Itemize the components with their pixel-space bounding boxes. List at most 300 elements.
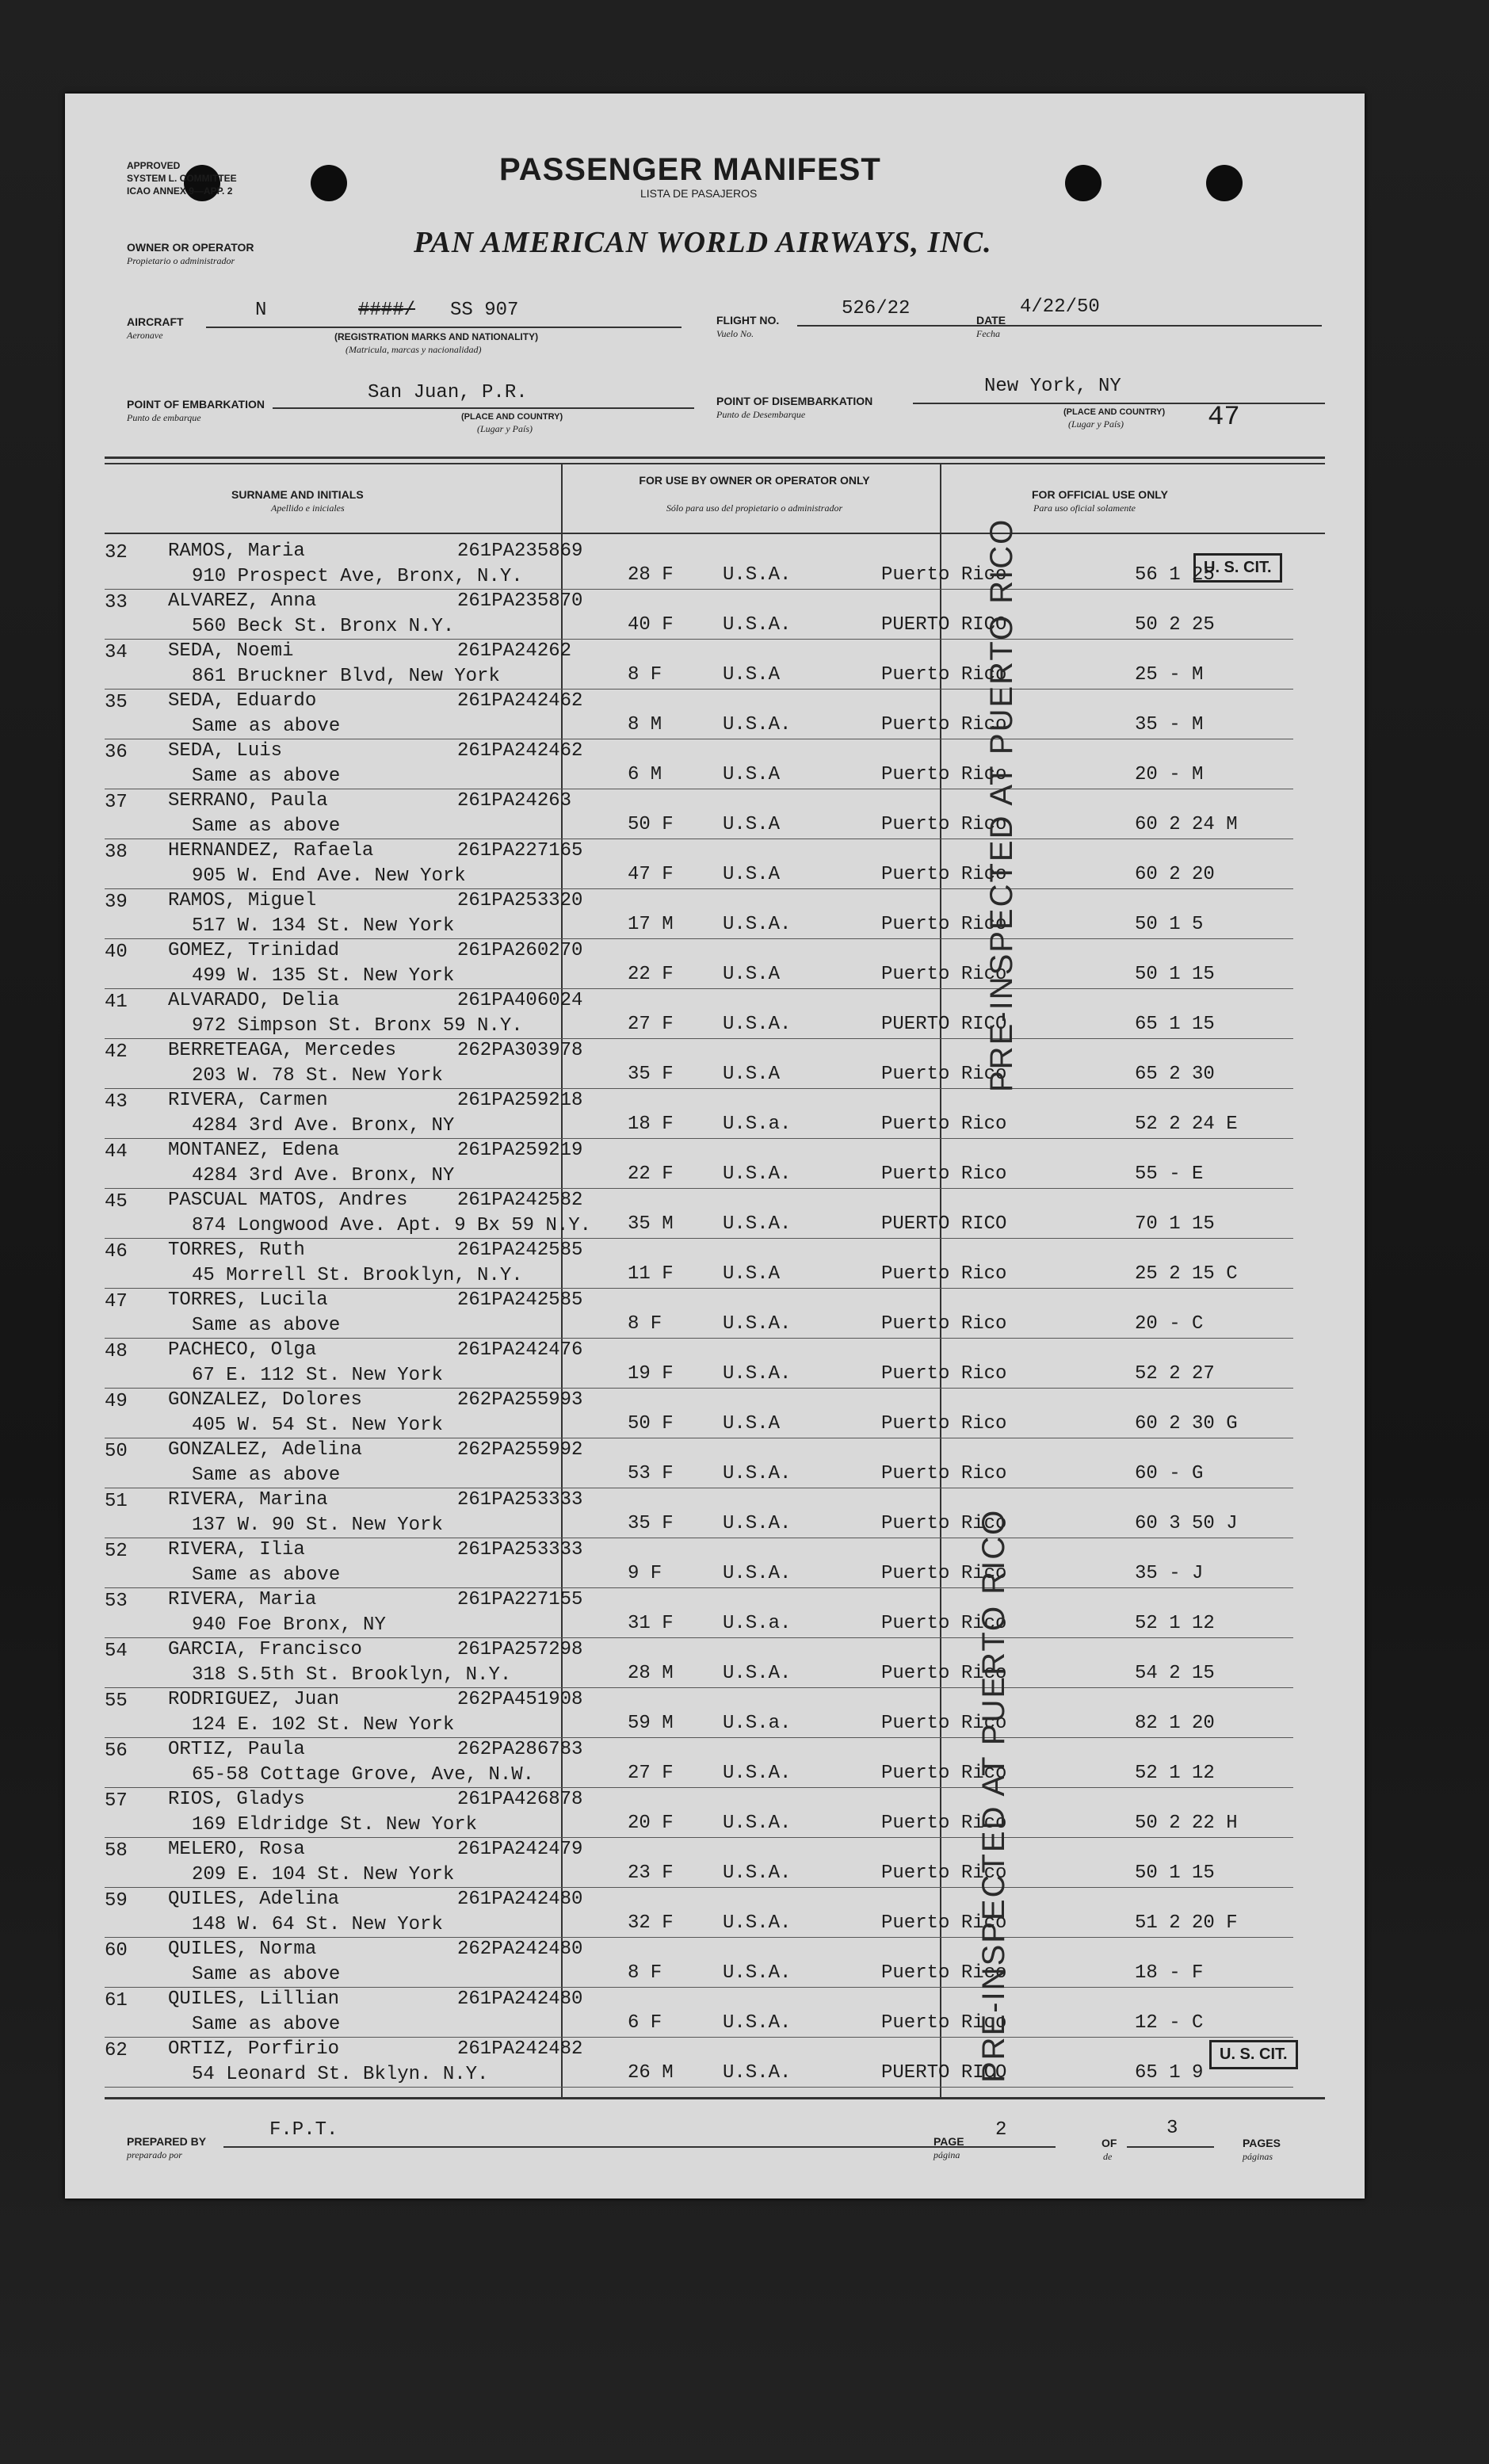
owner-use-column-title-es: Sólo para uso del propietario o administrador: [666, 502, 843, 514]
names-column-title: SURNAME AND INITIALS: [231, 488, 364, 501]
passenger-name: QUILES, Lillian: [168, 1988, 340, 2010]
passenger-name: BERRETEAGA, Mercedes: [168, 1040, 397, 1061]
preinspected-stamp: PRE-INSPECTED AT PUERTO RICO: [984, 518, 1019, 1092]
passenger-name: ALVARADO, Delia: [168, 990, 340, 1011]
passport-number: 261PA406024: [457, 990, 583, 1011]
passenger-number: 56: [105, 1740, 128, 1762]
passenger-name: RODRIGUEZ, Juan: [168, 1689, 340, 1710]
passenger-number: 39: [105, 892, 128, 913]
disembarkation-underline: [913, 403, 1325, 404]
passenger-name: GARCIA, Francisco: [168, 1639, 362, 1660]
origin: Puerto Rico: [881, 1813, 1007, 1834]
row-rule: [105, 888, 1293, 889]
passport-number: 261PA242582: [457, 1190, 583, 1211]
official-notation: 60 - G: [1135, 1463, 1204, 1484]
table-row: [105, 1190, 1325, 1239]
citizenship: U.S.A.: [723, 1663, 792, 1684]
prepared-by-underline: [223, 2146, 984, 2148]
flight-label-es: Vuelo No.: [716, 328, 754, 339]
age-sex: 8 F: [628, 1962, 662, 1984]
age-sex: 35 M: [628, 1213, 674, 1235]
official-notation: 20 - C: [1135, 1313, 1204, 1335]
origin: Puerto Rico: [881, 1713, 1007, 1734]
passenger-number: 33: [105, 592, 128, 613]
passport-number: 261PA259218: [457, 1090, 583, 1111]
page-underline: [968, 2146, 1056, 2148]
age-sex: 19 F: [628, 1363, 674, 1385]
passenger-address: 54 Leonard St. Bklyn. N.Y.: [192, 2064, 489, 2085]
passenger-name: ORTIZ, Porfirio: [168, 2038, 340, 2060]
passenger-number: 57: [105, 1790, 128, 1812]
date-label-es: Fecha: [976, 328, 1000, 339]
origin: PUERTO RICO: [881, 1213, 1007, 1235]
date-underline: [1013, 325, 1322, 327]
row-rule: [105, 589, 1293, 590]
names-column-title-es: Apellido e iniciales: [271, 502, 345, 514]
table-row: [105, 1689, 1325, 1738]
origin: Puerto Rico: [881, 1064, 1007, 1085]
citizenship: U.S.A: [723, 1413, 781, 1434]
passport-number: 261PA426878: [457, 1789, 583, 1810]
passenger-number: 43: [105, 1091, 128, 1113]
row-rule: [105, 1787, 1293, 1788]
age-sex: 17 M: [628, 914, 674, 935]
passport-number: 261PA242476: [457, 1339, 583, 1361]
official-notation: 50 2 25: [1135, 614, 1215, 636]
passenger-name: PASCUAL MATOS, Andres: [168, 1190, 408, 1211]
official-notation: 65 1 15: [1135, 1014, 1215, 1035]
passport-number: 261PA227155: [457, 1589, 583, 1610]
age-sex: 8 M: [628, 714, 662, 735]
disembark-place-caption-es: (Lugar y País): [1068, 418, 1124, 430]
passenger-number: 54: [105, 1641, 128, 1662]
origin: Puerto Rico: [881, 1463, 1007, 1484]
owner-label: OWNER OR OPERATOR: [127, 241, 254, 254]
table-row: [105, 840, 1325, 889]
passenger-name: GOMEZ, Trinidad: [168, 940, 340, 961]
table-row: [105, 890, 1325, 939]
passenger-number: 48: [105, 1341, 128, 1362]
owner-use-column-title: FOR USE BY OWNER OR OPERATOR ONLY: [639, 474, 870, 487]
origin: Puerto Rico: [881, 1912, 1007, 1934]
passenger-name: ALVAREZ, Anna: [168, 590, 317, 612]
citizenship: U.S.A: [723, 664, 781, 686]
passenger-name: RIVERA, Ilia: [168, 1539, 305, 1561]
passenger-address: Same as above: [192, 816, 341, 837]
flight-date: 4/22/50: [1020, 296, 1100, 318]
table-row: [105, 1140, 1325, 1189]
passenger-address: 4284 3rd Ave. Bronx, NY: [192, 1115, 455, 1136]
passenger-address: 209 E. 104 St. New York: [192, 1864, 455, 1885]
official-notation: 25 - M: [1135, 664, 1204, 686]
page-label: PAGE: [933, 2135, 964, 2148]
passenger-name: QUILES, Adelina: [168, 1889, 340, 1910]
official-notation: 82 1 20: [1135, 1713, 1215, 1734]
passenger-address: 137 W. 90 St. New York: [192, 1515, 443, 1536]
citizenship: U.S.A.: [723, 1213, 792, 1235]
row-rule: [105, 1238, 1293, 1239]
passenger-name: RIVERA, Maria: [168, 1589, 317, 1610]
passenger-number: 46: [105, 1241, 128, 1263]
age-sex: 22 F: [628, 1163, 674, 1185]
operator-name: PAN AMERICAN WORLD AIRWAYS, INC.: [414, 226, 992, 259]
origin: Puerto Rico: [881, 1513, 1007, 1534]
page-title: PASSENGER MANIFEST: [499, 152, 881, 187]
disembarkation-value: New York, NY: [984, 376, 1121, 397]
passenger-number: 62: [105, 2040, 128, 2061]
table-row: [105, 590, 1325, 640]
table-row: [105, 990, 1325, 1039]
citizenship: U.S.A.: [723, 1912, 792, 1934]
age-sex: 26 M: [628, 2062, 674, 2084]
passenger-address: 405 W. 54 St. New York: [192, 1415, 443, 1436]
passport-number: 261PA253320: [457, 890, 583, 911]
table-row: [105, 1439, 1325, 1488]
citizenship: U.S.A: [723, 864, 781, 885]
table-top-rule: [105, 457, 1325, 459]
table-row: [105, 1739, 1325, 1788]
official-notation: 52 2 27: [1135, 1363, 1215, 1385]
passport-number: 262PA451908: [457, 1689, 583, 1710]
punch-hole: [1206, 165, 1243, 201]
passport-number: 261PA260270: [457, 940, 583, 961]
passenger-name: SEDA, Eduardo: [168, 690, 317, 712]
age-sex: 31 F: [628, 1613, 674, 1634]
aircraft-label-es: Aeronave: [127, 330, 163, 341]
passenger-address: 905 W. End Ave. New York: [192, 865, 466, 887]
passenger-address: Same as above: [192, 1564, 341, 1586]
passenger-number: 45: [105, 1191, 128, 1213]
origin: Puerto Rico: [881, 1313, 1007, 1335]
origin: Puerto Rico: [881, 2012, 1007, 2034]
citizenship: U.S.A.: [723, 1563, 792, 1584]
citizenship: U.S.A: [723, 1263, 781, 1285]
age-sex: 32 F: [628, 1912, 674, 1934]
passenger-number: 40: [105, 942, 128, 963]
origin: Puerto Rico: [881, 1763, 1007, 1784]
citizenship: U.S.A.: [723, 1862, 792, 1884]
embarkation-label: POINT OF EMBARKATION: [127, 398, 265, 411]
age-sex: 27 F: [628, 1014, 674, 1035]
age-sex: 35 F: [628, 1064, 674, 1085]
origin: Puerto Rico: [881, 664, 1007, 686]
passenger-name: GONZALEZ, Dolores: [168, 1389, 362, 1411]
embarkation-underline: [273, 407, 694, 409]
passenger-number: 38: [105, 842, 128, 863]
age-sex: 59 M: [628, 1713, 674, 1734]
passenger-name: HERNANDEZ, Rafaela: [168, 840, 374, 861]
passenger-address: 67 E. 112 St. New York: [192, 1365, 443, 1386]
passenger-number: 49: [105, 1391, 128, 1412]
of-label: OF: [1101, 2137, 1117, 2149]
row-rule: [105, 1038, 1293, 1039]
row-rule: [105, 2087, 1293, 2088]
passenger-number: 50: [105, 1441, 128, 1462]
punch-hole: [311, 165, 347, 201]
passenger-number: 44: [105, 1141, 128, 1163]
prepared-by-value: F.P.T.: [269, 2119, 338, 2141]
table-row: [105, 1639, 1325, 1688]
row-rule: [105, 1937, 1293, 1938]
age-sex: 50 F: [628, 1413, 674, 1434]
origin: Puerto Rico: [881, 864, 1007, 885]
age-sex: 6 F: [628, 2012, 662, 2034]
official-notation: 60 2 20: [1135, 864, 1215, 885]
row-rule: [105, 1138, 1293, 1139]
passenger-address: Same as above: [192, 1964, 341, 1985]
age-sex: 11 F: [628, 1263, 674, 1285]
passport-number: 261PA242482: [457, 2038, 583, 2060]
age-sex: 35 F: [628, 1513, 674, 1534]
passenger-number: 53: [105, 1591, 128, 1612]
citizenship: U.S.A.: [723, 914, 792, 935]
age-sex: 18 F: [628, 1114, 674, 1135]
passenger-address: 169 Eldridge St. New York: [192, 1814, 478, 1836]
official-notation: 52 1 12: [1135, 1613, 1215, 1634]
origin: Puerto Rico: [881, 564, 1007, 586]
official-notation: 25 2 15 C: [1135, 1263, 1238, 1285]
disembarkation-label-es: Punto de Desembarque: [716, 409, 806, 420]
passport-number: 261PA242585: [457, 1240, 583, 1261]
passenger-name: SEDA, Luis: [168, 740, 283, 762]
date-label: DATE: [976, 314, 1006, 327]
flight-number: 526/22: [842, 298, 911, 319]
citizenship: U.S.A: [723, 814, 781, 835]
passenger-name: GONZALEZ, Adelina: [168, 1439, 362, 1461]
table-row: [105, 1289, 1325, 1339]
disembarkation-label: POINT OF DISEMBARKATION: [716, 395, 873, 407]
age-sex: 20 F: [628, 1813, 674, 1834]
passenger-number: 55: [105, 1690, 128, 1712]
passenger-name: SEDA, Noemi: [168, 640, 294, 662]
official-notation: 52 1 12: [1135, 1763, 1215, 1784]
origin: PUERTO RICO: [881, 614, 1007, 636]
approval-line: ICAO ANNEX 9—APP. 2: [127, 185, 233, 197]
passenger-name: ORTIZ, Paula: [168, 1739, 305, 1760]
row-rule: [105, 938, 1293, 939]
passenger-name: PACHECO, Olga: [168, 1339, 317, 1361]
origin: PUERTO RICO: [881, 1014, 1007, 1035]
passenger-address: 318 S.5th St. Brooklyn, N.Y.: [192, 1664, 512, 1686]
table-row: [105, 1090, 1325, 1139]
citizenship: U.S.A: [723, 764, 781, 785]
registration-caption: (REGISTRATION MARKS AND NATIONALITY): [334, 331, 539, 342]
passenger-number: 32: [105, 542, 128, 563]
passenger-name: RAMOS, Maria: [168, 541, 305, 562]
table-row: [105, 1839, 1325, 1888]
passenger-address: Same as above: [192, 1315, 341, 1336]
passport-number: 262PA286783: [457, 1739, 583, 1760]
origin: Puerto Rico: [881, 814, 1007, 835]
table-row: [105, 940, 1325, 989]
owner-label-es: Propietario o administrador: [127, 255, 235, 266]
passenger-address: 148 W. 64 St. New York: [192, 1914, 443, 1935]
citizenship: U.S.A.: [723, 614, 792, 636]
row-rule: [105, 1188, 1293, 1189]
official-notation: 70 1 15: [1135, 1213, 1215, 1235]
origin: Puerto Rico: [881, 1962, 1007, 1984]
total-pages: 3: [1166, 2118, 1178, 2139]
embark-place-caption: (PLACE AND COUNTRY): [461, 412, 563, 422]
row-rule: [105, 1737, 1293, 1738]
passenger-number: 59: [105, 1890, 128, 1912]
citizenship: U.S.A.: [723, 1962, 792, 1984]
passenger-number: 51: [105, 1491, 128, 1512]
passport-number: 262PA255993: [457, 1389, 583, 1411]
row-rule: [105, 1088, 1293, 1089]
origin: Puerto Rico: [881, 964, 1007, 985]
registration-caption-es: (Matricula, marcas y nacionalidad): [346, 344, 482, 355]
citizenship: U.S.A.: [723, 1163, 792, 1185]
row-rule: [105, 1837, 1293, 1838]
passenger-address: 517 W. 134 St. New York: [192, 915, 455, 937]
citizenship: U.S.A.: [723, 2012, 792, 2034]
citizenship: U.S.A.: [723, 1463, 792, 1484]
table-row: [105, 1389, 1325, 1438]
passenger-address: 874 Longwood Ave. Apt. 9 Bx 59 N.Y.: [192, 1215, 592, 1236]
passenger-address: 203 W. 78 St. New York: [192, 1065, 443, 1087]
row-rule: [105, 1288, 1293, 1289]
disembark-place-caption: (PLACE AND COUNTRY): [1063, 407, 1166, 417]
table-row: [105, 1339, 1325, 1389]
passenger-address: Same as above: [192, 766, 341, 787]
passport-number: 261PA242480: [457, 1988, 583, 2010]
origin: Puerto Rico: [881, 1862, 1007, 1884]
passenger-address: 861 Bruckner Blvd, New York: [192, 666, 500, 687]
passenger-name: RIOS, Gladys: [168, 1789, 305, 1810]
age-sex: 40 F: [628, 614, 674, 636]
passenger-number: 60: [105, 1940, 128, 1962]
citizenship: U.S.a.: [723, 1713, 792, 1734]
age-sex: 23 F: [628, 1862, 674, 1884]
page-title-es: LISTA DE PASAJEROS: [640, 187, 758, 200]
passenger-address: Same as above: [192, 2014, 341, 2035]
origin: Puerto Rico: [881, 1413, 1007, 1434]
row-rule: [105, 1687, 1293, 1688]
passenger-address: 65-58 Cottage Grove, Ave, N.W.: [192, 1764, 535, 1786]
citizenship: U.S.A.: [723, 1313, 792, 1335]
passport-number: 261PA253333: [457, 1539, 583, 1561]
official-notation: 56 1 25: [1135, 564, 1215, 586]
passenger-name: TORRES, Ruth: [168, 1240, 305, 1261]
table-bottom-rule: [105, 2097, 1325, 2099]
passenger-number: 34: [105, 642, 128, 663]
origin: Puerto Rico: [881, 1613, 1007, 1634]
row-rule: [105, 1388, 1293, 1389]
citizenship: U.S.A.: [723, 1763, 792, 1784]
table-row: [105, 1939, 1325, 1988]
passenger-name: QUILES, Norma: [168, 1939, 317, 1960]
official-notation: 50 1 15: [1135, 964, 1215, 985]
table-row: [105, 1789, 1325, 1838]
approval-line: SYSTEM L. COMMITTEE: [127, 173, 237, 184]
row-rule: [105, 1987, 1293, 1988]
age-sex: 28 M: [628, 1663, 674, 1684]
passport-number: 261PA24263: [457, 790, 572, 812]
page-label-es: página: [933, 2149, 960, 2160]
passenger-number: 41: [105, 991, 128, 1013]
age-sex: 6 M: [628, 764, 662, 785]
origin: Puerto Rico: [881, 764, 1007, 785]
us-citizen-stamp: U. S. CIT.: [1209, 2040, 1298, 2069]
embarkation-value: San Juan, P.R.: [368, 382, 528, 403]
citizenship: U.S.A.: [723, 564, 792, 586]
table-row: [105, 1040, 1325, 1089]
age-sex: 28 F: [628, 564, 674, 586]
passenger-address: 910 Prospect Ave, Bronx, N.Y.: [192, 566, 523, 587]
sheet-number: 47: [1208, 403, 1240, 433]
official-column-title: FOR OFFICIAL USE ONLY: [1032, 488, 1168, 501]
passenger-address: 972 Simpson St. Bronx 59 N.Y.: [192, 1015, 523, 1037]
table-top-rule-2: [105, 463, 1325, 464]
official-notation: 35 - M: [1135, 714, 1204, 735]
age-sex: 9 F: [628, 1563, 662, 1584]
passenger-number: 36: [105, 742, 128, 763]
table-row: [105, 1489, 1325, 1538]
table-row: [105, 2038, 1325, 2088]
citizenship: U.S.a.: [723, 1613, 792, 1634]
passenger-number: 35: [105, 692, 128, 713]
passenger-address: 4284 3rd Ave. Bronx, NY: [192, 1165, 455, 1186]
citizenship: U.S.A.: [723, 1513, 792, 1534]
official-notation: 60 2 30 G: [1135, 1413, 1238, 1434]
embarkation-label-es: Punto de embarque: [127, 412, 201, 423]
origin: PUERTO RICO: [881, 2062, 1007, 2084]
page-number: 2: [995, 2119, 1007, 2141]
official-notation: 55 - E: [1135, 1163, 1204, 1185]
origin: Puerto Rico: [881, 1363, 1007, 1385]
pages-label: PAGES: [1243, 2137, 1281, 2149]
passenger-address: 940 Foe Bronx, NY: [192, 1614, 386, 1636]
table-row: [105, 1988, 1325, 2038]
passport-number: 261PA24262: [457, 640, 572, 662]
official-notation: 65 2 30: [1135, 1064, 1215, 1085]
passenger-number: 58: [105, 1840, 128, 1862]
official-notation: 60 3 50 J: [1135, 1513, 1238, 1534]
official-notation: 50 1 15: [1135, 1862, 1215, 1884]
citizenship: U.S.A: [723, 1064, 781, 1085]
passenger-number: 47: [105, 1291, 128, 1312]
of-label-es: de: [1103, 2151, 1113, 2162]
passenger-number: 42: [105, 1041, 128, 1063]
official-notation: 51 2 20 F: [1135, 1912, 1238, 1934]
passport-number: 262PA303978: [457, 1040, 583, 1061]
embark-place-caption-es: (Lugar y País): [477, 423, 533, 434]
passenger-address: Same as above: [192, 716, 341, 737]
passport-number: 261PA253333: [457, 1489, 583, 1511]
citizenship: U.S.a.: [723, 1114, 792, 1135]
official-notation: 54 2 15: [1135, 1663, 1215, 1684]
aircraft-label: AIRCRAFT: [127, 315, 184, 328]
age-sex: 53 F: [628, 1463, 674, 1484]
official-notation: 60 2 24 M: [1135, 814, 1238, 835]
passenger-name: SERRANO, Paula: [168, 790, 328, 812]
passport-number: 262PA242480: [457, 1939, 583, 1960]
aircraft-underline: [206, 327, 682, 328]
passenger-address: 499 W. 135 St. New York: [192, 965, 455, 987]
citizenship: U.S.A.: [723, 714, 792, 735]
origin: Puerto Rico: [881, 1563, 1007, 1584]
passport-number: 261PA242480: [457, 1889, 583, 1910]
passport-number: 261PA259219: [457, 1140, 583, 1161]
passenger-name: MELERO, Rosa: [168, 1839, 305, 1860]
age-sex: 8 F: [628, 664, 662, 686]
prepared-by-label-es: preparado por: [127, 2149, 182, 2160]
age-sex: 47 F: [628, 864, 674, 885]
age-sex: 22 F: [628, 964, 674, 985]
passenger-name: TORRES, Lucila: [168, 1289, 328, 1311]
punch-hole: [1065, 165, 1101, 201]
